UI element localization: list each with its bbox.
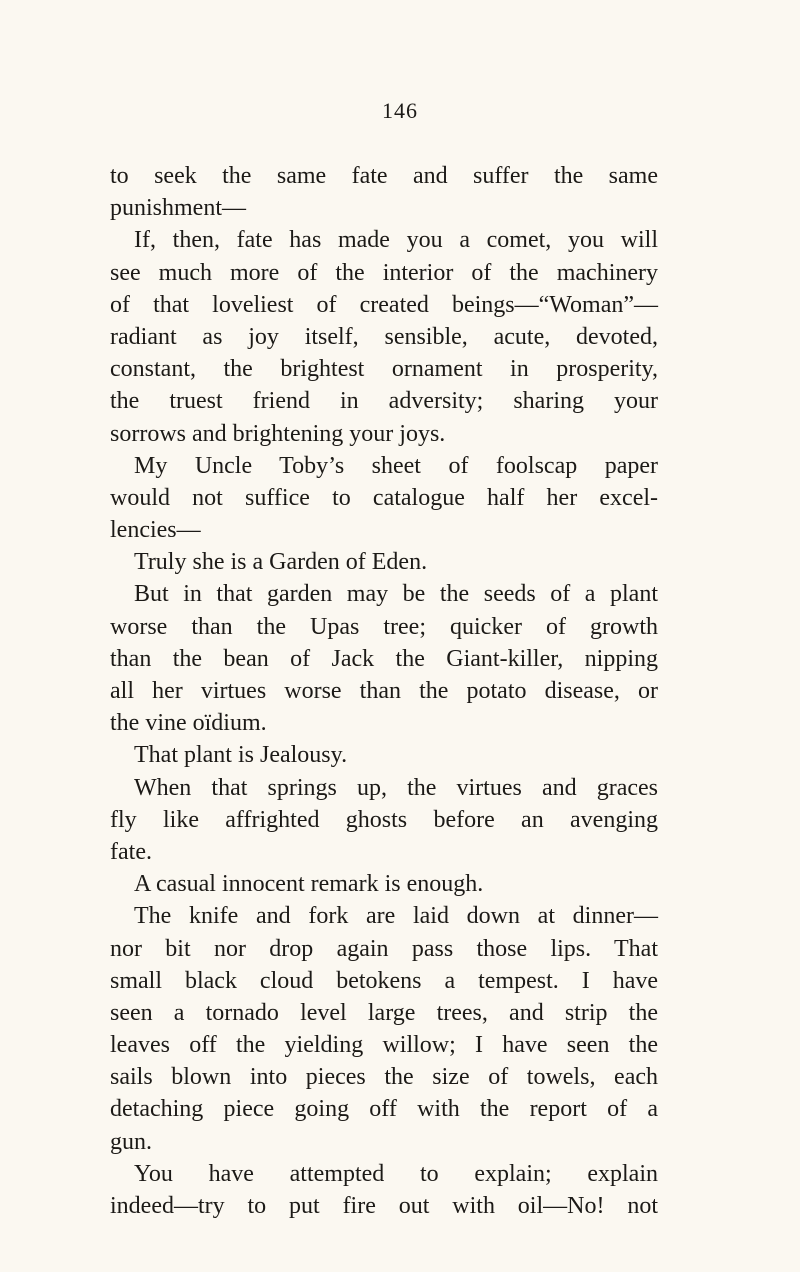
text-line: But in that garden may be the seeds of a plant <box>134 581 658 608</box>
text-line: of that loveliest of created beings—“Woman”— <box>110 291 658 318</box>
text-line: leaves off the yielding willow; I have seen the <box>110 1032 658 1059</box>
text-line: fly like affrighted ghosts before an avenging <box>110 806 658 833</box>
text-line: to seek the same fate and suffer the same <box>110 163 658 189</box>
text-line: the vine oïdium. <box>110 710 267 737</box>
text-line: constant, the brightest ornament in prosperity, <box>110 356 658 383</box>
text-line: When that springs up, the virtues and graces <box>134 774 658 801</box>
text-line: the truest friend in adversity; sharing your <box>110 388 658 415</box>
body-text <box>110 160 658 1222</box>
text-line: would not suffice to catalogue half her excel- <box>110 484 658 511</box>
text-line: fate. <box>110 838 152 865</box>
text-line: The knife and fork are laid down at dinner— <box>134 903 658 930</box>
text-line: That plant is Jealousy. <box>134 742 348 769</box>
text-line: small black cloud betokens a tempest. I have <box>110 967 658 994</box>
text-line: sorrows and brightening your joys. <box>110 420 446 447</box>
text-line: punishment— <box>110 195 246 222</box>
text-line: My Uncle Toby’s sheet of foolscap paper <box>134 452 658 479</box>
text-line: A casual innocent remark is enough. <box>134 871 484 898</box>
text-line: all her virtues worse than the potato disease, or <box>110 678 658 704</box>
text-line: detaching piece going off with the report of a <box>110 1096 658 1123</box>
text-line: nor bit nor drop again pass those lips. That <box>110 935 658 962</box>
text-line: lencies— <box>110 517 201 544</box>
text-line: sails blown into pieces the size of towels, each <box>110 1064 658 1091</box>
text-line: gun. <box>110 1128 152 1155</box>
text-line: If, then, fate has made you a comet, you will <box>134 227 658 254</box>
text-line: radiant as joy itself, sensible, acute, devoted, <box>110 323 658 350</box>
text-line: seen a tornado level large trees, and strip the <box>110 999 658 1026</box>
text-line: Truly she is a Garden of Eden. <box>134 549 428 576</box>
text-line: indeed—try to put fire out with oil—No! not <box>110 1193 658 1219</box>
text-line: than the bean of Jack the Giant-killer, nipping <box>110 645 658 672</box>
text-line: see much more of the interior of the machinery <box>110 259 658 286</box>
page-number: 146 <box>382 98 418 123</box>
text-line: worse than the Upas tree; quicker of growth <box>110 613 658 640</box>
text-line: You have attempted to explain; explain <box>134 1160 658 1187</box>
